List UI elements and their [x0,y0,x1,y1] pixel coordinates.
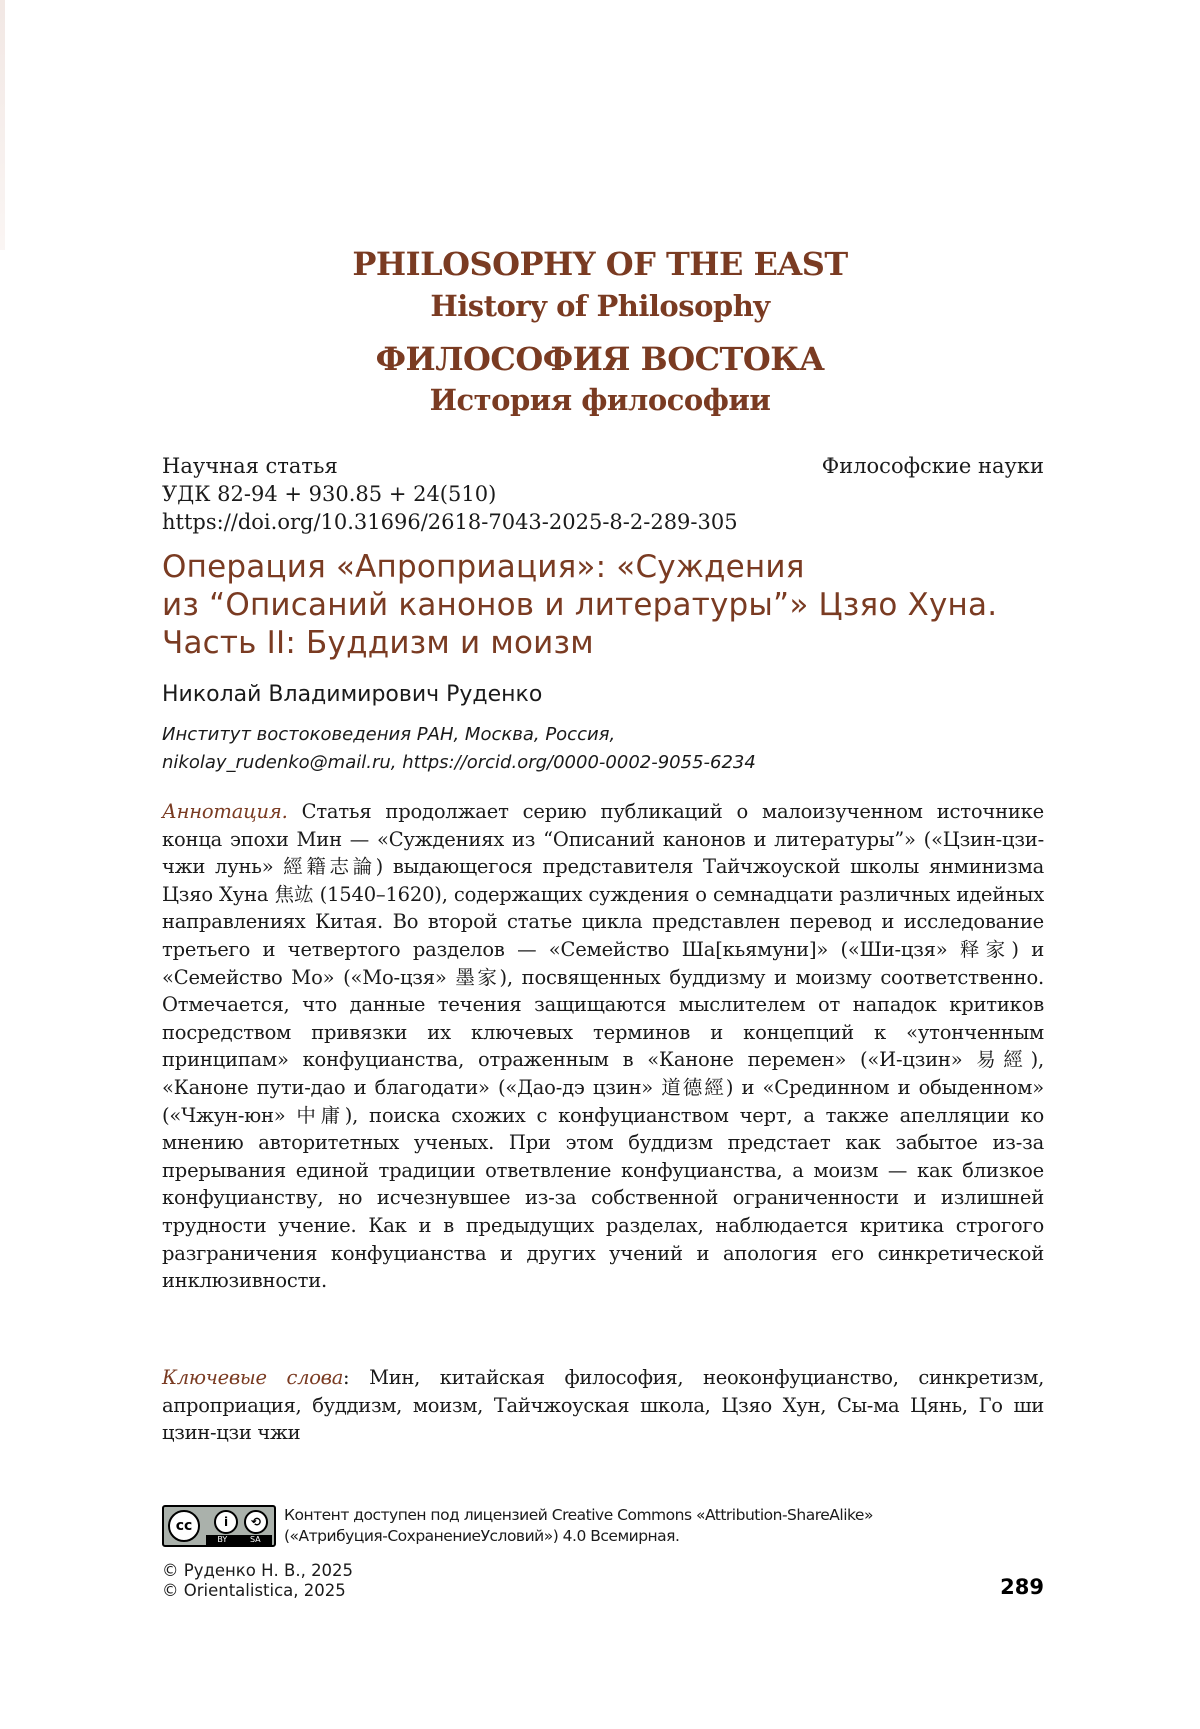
page-edge-mark [0,0,5,250]
article-title [162,548,1062,662]
cc-sa-label: SA [249,1535,261,1544]
license-text [284,1505,1064,1547]
section-title-ru: ФИЛОСОФИЯ ВОСТОКА [375,340,825,378]
cc-by-sa-badge-icon[interactable] [162,1505,276,1547]
license-line: Контент доступен под лицензией Creative Commons «Attribution-ShareAlike» [284,1506,873,1524]
cc-badge-strip [206,1535,272,1545]
subsection-title-ru: История философии [429,383,771,417]
abstract-text: Статья продолжает серию публикаций о малоизученном источнике конца эпохи Мин — «Суждениях из “Описаний канонов и литературы”» («Цзин-цзи-чжи лунь» 經籍志論) выдающегося представителя Тайчжоуской школы янминизма Цзяо Хуна 焦竑 (1540–1620), содержащих суждения о семнадцати различных идейных направлениях Китая. Во второй статье цикла представлен перевод и исследование третьего и четвертого разделов — «Семейство Ша[кьямуни]» («Ши-цзя» 释家) и «Семейство Мо» («Мо-цзя» 墨家), посвященных буддизму и моизму соответственно. Отмечается, что данные течения защищаются мыслителем от нападок критиков посредством привязки их ключевых терминов и концепций к «утонченным принципам» конфуцианства, отраженным в «Каноне перемен» («И-цзин» 易經), «Каноне пути-дао и благодати» («Дао-дэ цзин» 道德經) и «Срединном и обыденном» («Чжун-юн» 中庸), поиска схожих с конфуцианством черт, а также апелляции ко мнению авторитетных ученых. При этом буддизм предстает как забытое из-за прерывания единой традиции ответвление конфуцианства, а моизм — как близкое конфуцианству, но исчезнувшее из-за собственной ограниченности и излишней трудности учение. Как и в предыдущих разделах, наблюдается критика строгого разграничения конфуцианства и других учений и апология его синкретической инклюзивности. [162,800,1045,1293]
author-contact[interactable]: nikolay_rudenko@mail.ru, https://orcid.org/0000-0002-9055-6234 [162,752,756,773]
subsection-title-en: History of Philosophy [430,289,770,323]
page-number: 289 [1000,1575,1044,1599]
affiliation-text: Институт востоковедения РАН, Москва, Россия, [162,724,616,745]
author-name: Николай Владимирович Руденко [162,682,543,707]
cc-icon: cc [168,1510,200,1542]
keywords-label: Ключевые слова [162,1366,344,1389]
copyright-journal: © Orientalistica, 2025 [162,1581,346,1600]
title-line: Часть II: Буддизм и моизм [162,625,594,661]
license-line: («Атрибуция-СохранениеУсловий») 4.0 Всемирная. [284,1527,680,1545]
author-affiliation [162,721,1042,777]
section-title-en: PHILOSOPHY OF THE EAST [352,245,848,283]
doi-link[interactable]: https://doi.org/10.31696/2618-7043-2025-8-2-289-305 [162,510,738,534]
abstract [162,798,1044,1295]
abstract-label: Аннотация. [162,800,288,823]
udc-code: УДК 82-94 + 930.85 + 24(510) [162,482,497,506]
discipline: Философские науки [821,454,1044,478]
attribution-icon: i [214,1510,238,1534]
article-type: Научная статья [162,454,338,478]
keywords-text: Мин, китайская философия, неоконфуцианство, синкретизм, апроприация, буддизм, моизм, Тайчжоуская школа, Цзяо Хун, Сы-ма Цянь, Го ши цзин-цзи чжи [162,1366,1045,1445]
title-line: из “Описаний канонов и литературы”» Цзяо Хуна. [162,587,998,623]
keywords: Ключевые слова: Мин, китайская философия, неоконфуцианство, синкретизм, апроприация, буддизм, моизм, Тайчжоуская школа, Цзяо Хун, Сы-ма Цянь, Го ши цзин-цзи чжи [162,1366,1045,1445]
copyright [162,1561,353,1601]
title-line: Операция «Апроприация»: «Суждения [162,549,805,585]
copyright-author: © Руденко Н. В., 2025 [162,1561,354,1580]
share-alike-icon: ⟲ [244,1510,268,1534]
license-block [162,1505,1062,1549]
cc-by-label: BY [217,1535,228,1544]
